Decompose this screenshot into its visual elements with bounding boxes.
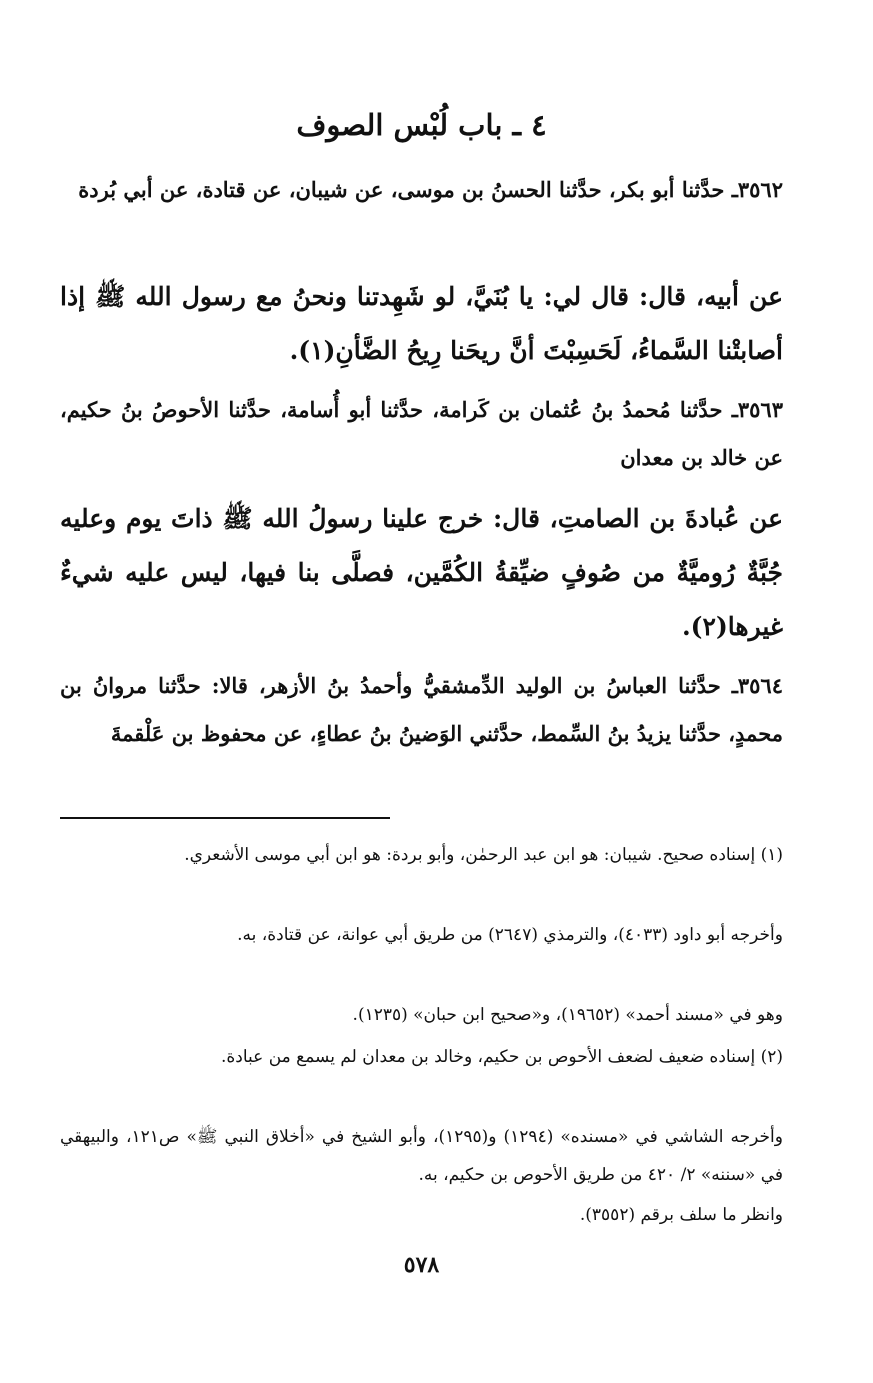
footnote-1: (١) إسناده صحيح. شيبان: هو ابن عبد الرحمٰن، وأبو بردة: هو ابن أبي موسى الأشعري.	[184, 845, 783, 865]
book-page	[60, 0, 783, 1383]
footnote-2-takhrij: وأخرجه الشاشي في «مسنده» (١٢٩٤) و(١٢٩٥)، وأبو الشيخ في «أخلاق النبي ﷺ» ص١٢١، والبيهقي في «سننه» ٢/ ٤٢٠ من طريق الأحوص بن حكيم، به.	[60, 1127, 783, 1185]
hadith-3562-matn: عن أبيه، قال: قال لي: يا بُنَيَّ، لو شَهِدتنا ونحنُ مع رسول الله ﷺ إذا أصابتْنا السَّماءُ، لَحَسِبْتَ أنَّ ريحَنا رِيحُ الضَّأنِ(١).	[60, 282, 783, 365]
footnote-1-reference: وهو في «مسند أحمد» (١٩٦٥٢)، و«صحيح ابن حبان» (١٢٣٥).	[352, 1005, 783, 1025]
hadith-3562-isnad: ٣٥٦٢ـ حدَّثنا أبو بكر، حدَّثنا الحسنُ بن موسى، عن شيبان، عن قتادة، عن أبي بُردة	[78, 177, 783, 202]
hadith-3563-isnad: ٣٥٦٣ـ حدَّثنا مُحمدُ بنُ عُثمان بن كَرامة، حدَّثنا أبو أُسامة، حدَّثنا الأحوصُ بنُ حكيم، عن خالد بن معدان	[60, 397, 783, 470]
footnote-2: (٢) إسناده ضعيف لضعف الأحوص بن حكيم، وخالد بن معدان لم يسمع من عبادة.	[220, 1047, 783, 1067]
hadith-3564-isnad: ٣٥٦٤ـ حدَّثنا العباسُ بن الوليد الدِّمشقيُّ وأحمدُ بنُ الأزهر، قالا: حدَّثنا مروانُ بن محمدٍ، حدَّثنا يزيدُ بنُ السِّمط، حدَّثني الوَضينُ بنُ عطاءٍ، عن محفوظ بن عَلْقمةَ	[60, 673, 783, 746]
footnote-2-see-also: وانظر ما سلف برقم (٣٥٥٢).	[579, 1205, 783, 1225]
hadith-3563-matn: عن عُبادةَ بن الصامتِ، قال: خرج علينا رسولُ الله ﷺ ذاتَ يوم وعليه جُبَّةٌ رُوميَّةٌ من صُوفٍ ضيِّقةُ الكُمَّين، فصلَّى بنا فيها، ليس عليه شيءٌ غيرها(٢).	[60, 504, 783, 641]
chapter-title: ٤ ـ باب لُبْس الصوف	[296, 108, 547, 142]
footnote-1-takhrij: وأخرجه أبو داود (٤٠٣٣)، والترمذي (٢٦٤٧) من طريق أبي عوانة، عن قتادة، به.	[237, 925, 783, 945]
page-number: ٥٧٨	[403, 1252, 440, 1278]
footnote-separator	[60, 817, 390, 819]
